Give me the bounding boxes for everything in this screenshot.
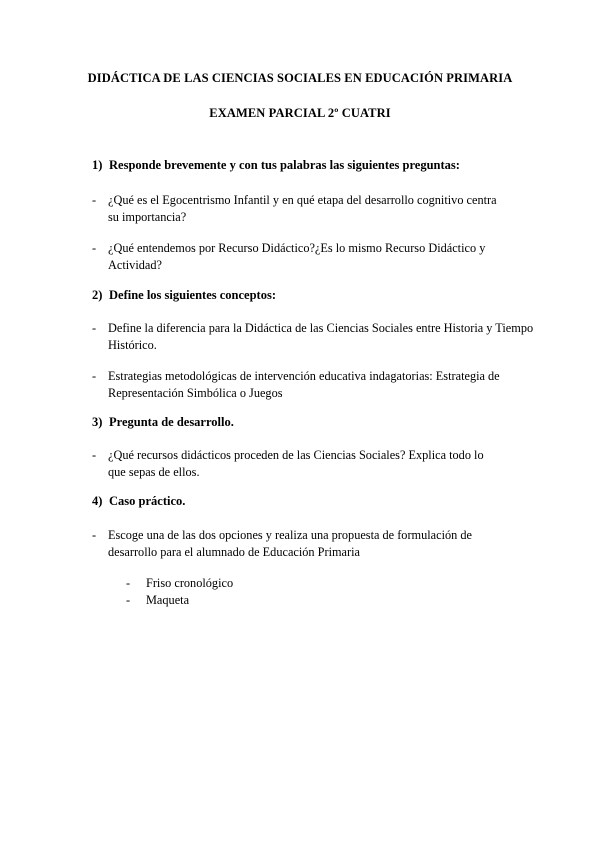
question-item	[92, 447, 502, 480]
bullet-dash: -	[92, 193, 97, 207]
section-heading-text: Define los siguientes conceptos:	[109, 288, 276, 302]
question-text: ¿Qué entendemos por Recurso Didáctico?¿Es lo mismo Recurso Didáctico y Actividad?	[108, 241, 486, 272]
question-item	[92, 527, 522, 560]
section-2-heading	[92, 288, 532, 303]
bullet-dash: -	[126, 576, 131, 590]
option-item	[126, 575, 426, 592]
exam-title: EXAMEN PARCIAL 2º CUATRI	[209, 106, 391, 120]
bullet-dash: -	[92, 448, 97, 462]
option-item	[126, 592, 426, 609]
question-text: Escoge una de las dos opciones y realiza una propuesta de formulación de desarrollo para el alumnado de Educación Primaria	[108, 528, 472, 559]
question-text: ¿Qué es el Egocentrismo Infantil y en qué etapa del desarrollo cognitivo centra su importancia?	[108, 193, 497, 224]
section-heading-text: Pregunta de desarrollo.	[109, 415, 234, 429]
question-text: Define la diferencia para la Didáctica de las Ciencias Sociales entre Historia y Tiempo Histórico.	[108, 321, 534, 352]
section-number: 2)	[92, 288, 103, 302]
question-item	[92, 240, 502, 273]
section-1-heading	[92, 158, 532, 173]
question-item	[92, 368, 507, 401]
bullet-dash: -	[92, 241, 97, 255]
course-title: DIDÁCTICA DE LAS CIENCIAS SOCIALES EN EDUCACIÓN PRIMARIA	[87, 71, 513, 85]
section-3-heading	[92, 415, 532, 430]
bullet-dash: -	[126, 593, 131, 607]
section-heading-text: Caso práctico.	[109, 494, 186, 508]
section-4-heading	[92, 494, 532, 509]
question-text: Estrategias metodológicas de intervención educativa indagatorias: Estrategia de Representación Simbólica o Juegos	[108, 369, 500, 400]
bullet-dash: -	[92, 369, 97, 383]
bullet-dash: -	[92, 528, 97, 542]
section-number: 3)	[92, 415, 103, 429]
option-text: Friso cronológico	[146, 576, 234, 590]
question-item	[92, 320, 537, 353]
section-heading-text: Responde brevemente y con tus palabras las siguientes preguntas:	[109, 158, 460, 172]
option-text: Maqueta	[146, 593, 190, 607]
bullet-dash: -	[92, 321, 97, 335]
question-item	[92, 192, 510, 225]
question-text: ¿Qué recursos didácticos proceden de las Ciencias Sociales? Explica todo lo que sepas de ellos.	[108, 448, 484, 479]
section-number: 1)	[92, 158, 103, 172]
section-number: 4)	[92, 494, 103, 508]
